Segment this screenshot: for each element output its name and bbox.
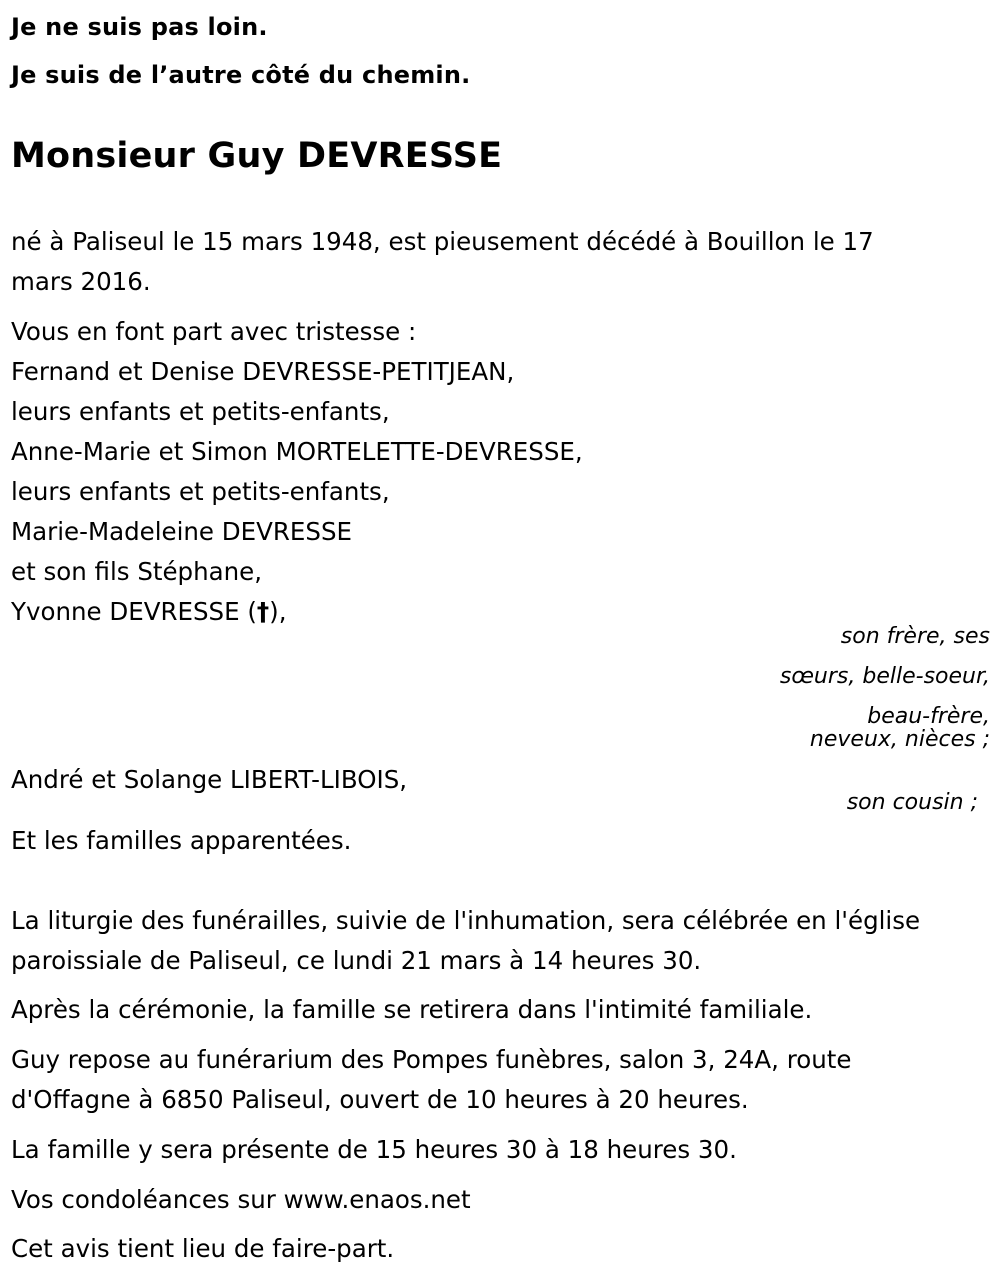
- announcer-line: leurs enfants et petits-enfants,: [11, 397, 390, 426]
- relation-line: sœurs, belle-soeur,: [779, 664, 990, 689]
- yvonne-name: Yvonne DEVRESSE (: [11, 597, 257, 626]
- after-ceremony: Après la cérémonie, la famille se retirera dans l'intimité familiale.: [11, 995, 813, 1024]
- announcer-line: leurs enfants et petits-enfants,: [11, 477, 390, 506]
- quote-line-1: Je ne suis pas loin.: [11, 13, 268, 41]
- cousin-line: André et Solange LIBERT-LIBOIS,: [11, 765, 408, 794]
- cross-icon: †: [256, 597, 270, 626]
- yvonne-end: ),: [269, 597, 287, 626]
- relation-line: neveux, nièces ;: [809, 727, 990, 752]
- announcer-line: Anne-Marie et Simon MORTELETTE-DEVRESSE,: [11, 437, 583, 466]
- families-line: Et les familles apparentées.: [11, 826, 352, 855]
- liturgy-line-1: La liturgie des funérailles, suivie de l'inhumation, sera célébrée en l'église: [11, 906, 921, 935]
- relation-line: son frère, ses: [840, 624, 990, 649]
- funerarium-line-2: d'Offagne à 6850 Paliseul, ouvert de 10 heures à 20 heures.: [11, 1085, 749, 1114]
- cousin-relation: son cousin ;: [846, 790, 978, 815]
- announcer-line: et son fils Stéphane,: [11, 557, 263, 586]
- announcers-intro: Vous en font part avec tristesse :: [11, 317, 417, 346]
- funerarium-line-1: Guy repose au funérarium des Pompes funèbres, salon 3, 24A, route: [11, 1045, 852, 1074]
- liturgy-line-2: paroissiale de Paliseul, ce lundi 21 mars à 14 heures 30.: [11, 946, 702, 975]
- family-presence: La famille y sera présente de 15 heures 30 à 18 heures 30.: [11, 1135, 737, 1164]
- deceased-name: Monsieur Guy DEVRESSE: [11, 136, 503, 176]
- quote-line-2: Je suis de l’autre côté du chemin.: [11, 61, 471, 89]
- notice-line: Cet avis tient lieu de faire-part.: [11, 1234, 395, 1263]
- birth-death-line-2: mars 2016.: [11, 267, 151, 296]
- relation-line: beau-frère,: [867, 704, 990, 729]
- announcer-line-yvonne: [11, 592, 287, 632]
- condolences-line: Vos condoléances sur www.enaos.net: [11, 1185, 471, 1214]
- birth-death-line-1: né à Paliseul le 15 mars 1948, est pieusement décédé à Bouillon le 17: [11, 227, 874, 256]
- announcer-line: Marie-Madeleine DEVRESSE: [11, 517, 352, 546]
- announcer-line: Fernand et Denise DEVRESSE-PETITJEAN,: [11, 357, 515, 386]
